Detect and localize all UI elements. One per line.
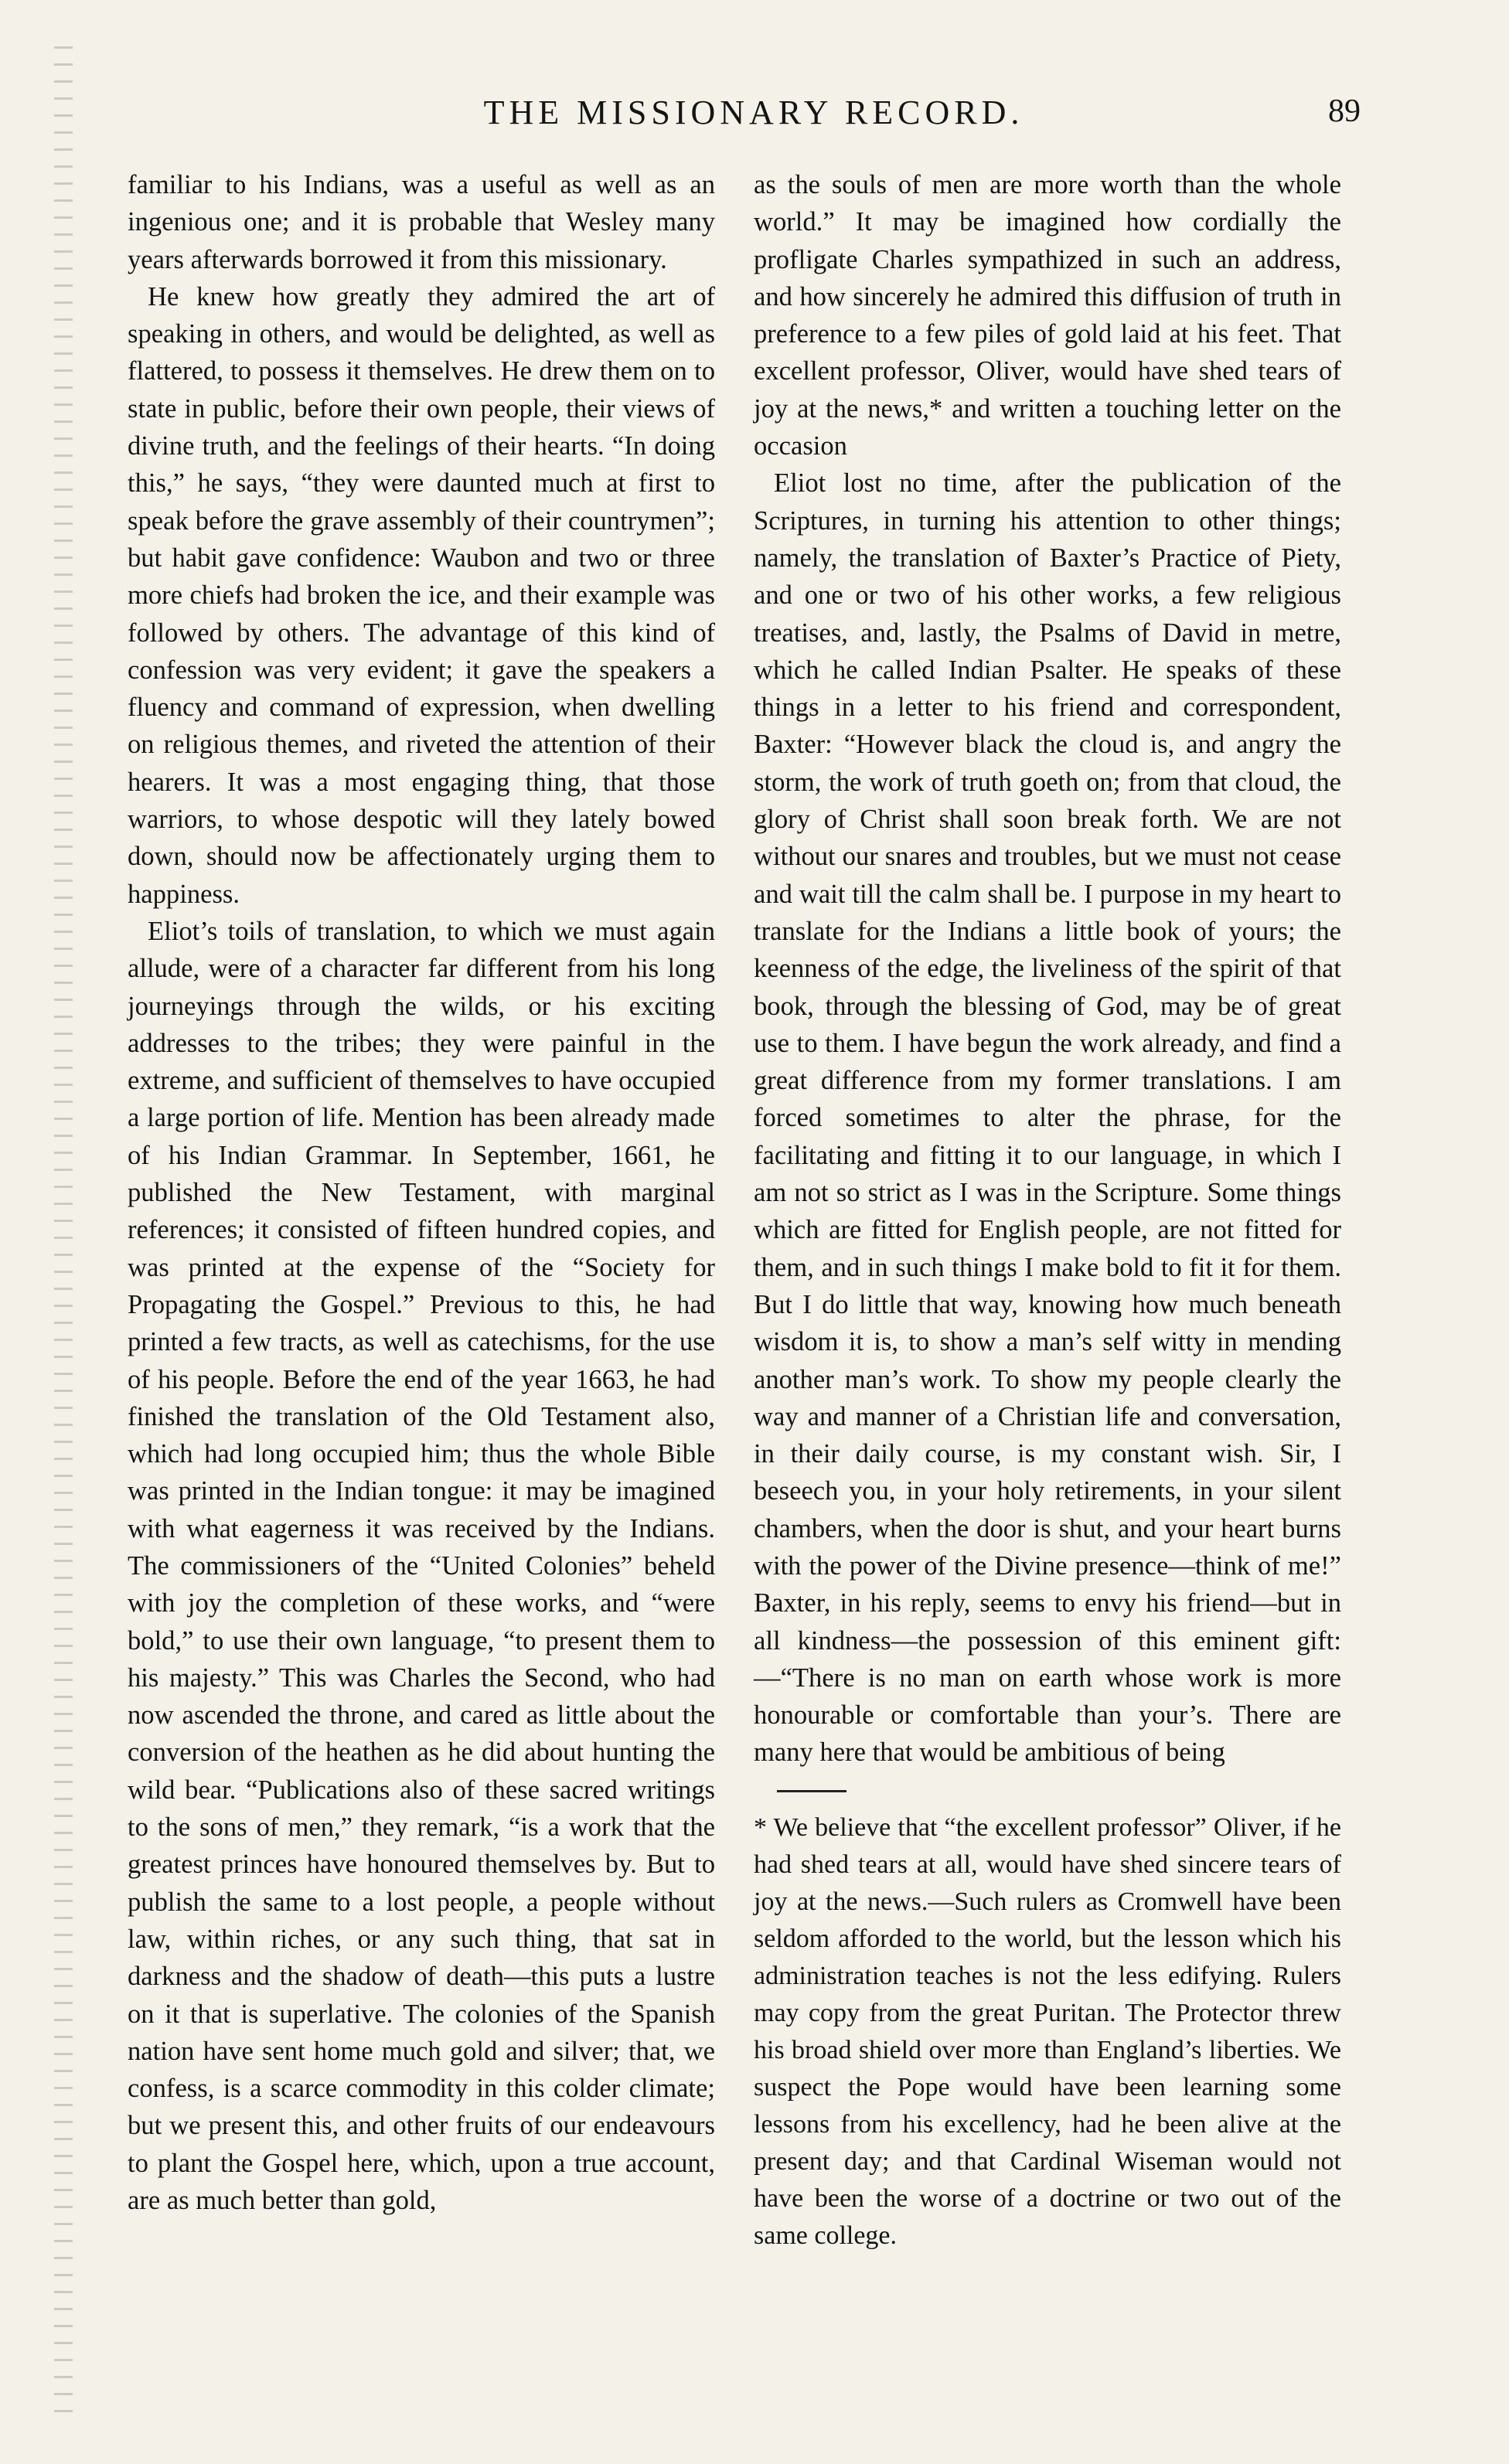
page-header xyxy=(147,93,1361,147)
paragraph: Eliot’s toils of translation, to which we must again allude, were of a character far different from his long journeyings through the wilds, or his exciting addresses to the tribes; they were painful in the extreme, and sufficient of themselves to have occupied a large portion of life. Mention has been already made of his Indian Grammar. In September, 1661, he published the New Testament, with marginal references; it consisted of fifteen hundred copies, and was printed at the expense of the “Society for Propagating the Gospel.” Previous to this, he had printed a few tracts, as well as catechisms, for the use of his people. Before the end of the year 1663, he had finished the translation of the Old Testament also, which had long occupied him; thus the whole Bible was printed in the Indian tongue: it may be imagined with what eagerness it was received by the Indians. The commissioners of the “United Colonies” beheld with joy the completion of these works, and “were bold,” to use their own language, “to present them to his majesty.” This was Charles the Second, who had now ascended the throne, and cared as little about the conversion of the heathen as he did about hunting the wild bear. “Publications also of these sacred writings to the sons of men,” they remark, “is a work that the greatest princes have honoured themselves by. But to publish the same to a lost people, a people without law, within riches, or any such thing, that sat in darkness and the shadow of death—this puts a lustre on it that is superlative. The colonies of the Spanish nation have sent home much gold and silver; that, we confess, is a scarce commodity in this colder climate; but we present this, and other fruits of our endeavours to plant the Gospel here, which, upon a true account, are as much better than gold, xyxy=(128,916,715,2216)
paragraph: He knew how greatly they admired the art of speaking in others, and would be delighted, as well as flattered, to possess it themselves. He drew them on to state in public, before their own people, their views of divine truth, and the feelings of their hearts. “In doing this,” he says, “they were daunted much at first to speak before the grave assembly of their countrymen”; but habit gave confidence: Waubon and two or three more chiefs had broken the ice, and their example was followed by others. The advantage of this kind of confession was very evident; it gave the speakers a fluency and command of expression, when dwelling on religious themes, and riveted the attention of their hearers. It was a most engaging thing, that those warriors, to whose despotic will they lately bowed down, should now be affectionately urging them to happiness. xyxy=(128,281,715,909)
running-title: THE MISSIONARY RECORD. xyxy=(483,94,1024,131)
paragraph: Eliot lost no time, after the publication of the Scriptures, in turning his attention to other things; namely, the translation of Baxter’s Practice of Piety, and one or two of his other works, a few religious treatises, and, lastly, the Psalms of David in metre, which he called Indian Psalter. He speaks of these things in a letter to his friend and correspondent, Baxter: “However black the cloud is, and angry the storm, the work of truth goeth on; from that cloud, the glory of Christ shall soon break forth. We are not without our snares and troubles, but we must not cease and wait till the calm shall be. I purpose in my heart to translate for the Indians a little book of yours; the keenness of the edge, the liveliness of the spirit of that book, through the blessing of God, may be of great use to them. I have begun the work already, and find a great difference from my former translations. I am forced sometimes to alter the phrase, for the facilitating and fitting it to our language, in which I am not so strict as I was in the Scripture. Some things which are fitted for English people, are not fitted for them, and in such things I make bold to fit it for them. But I do little that way, knowing how much beneath wisdom it is, to show a man’s self witty in mending another man’s work. To show my people clearly the way and manner of a Christian life and conversation, in their daily course, is my constant wish. Sir, I beseech you, in your holy retirements, in your silent chambers, when the door is shut, and your heart burns with the power of the Divine presence—think of me!” Baxter, in his reply, seems to envy his friend—but in all kindness—the possession of this eminent gift:—“There is no man on earth whose work is more honourable or comfortable than your’s. There are many here that would be ambitious of being xyxy=(754,468,1341,1768)
footnote-rule xyxy=(777,1790,846,1792)
paragraph: familiar to his Indians, was a useful as well as an ingenious one; and it is probable that Wesley many years afterwards borrowed it from this missionary. xyxy=(128,170,715,274)
binding-edge-marks xyxy=(54,46,73,2427)
footnote: * We believe that “the excellent professor” Oliver, if he had shed tears at all, would have shed sincere tears of joy at the news.—Such rulers as Cromwell have been seldom afforded to the world, but the lesson which his administration teaches is not the less edifying. Rulers may copy from the great Puritan. The Protector threw his broad shield over more than England’s liberties. We suspect the Pope would have been learning some lessons from his excellency, had he been alive at the present day; and that Cardinal Wiseman would not have been the worse of a doctrine or two out of the same college. xyxy=(754,1812,1341,2250)
right-column xyxy=(754,166,1341,2255)
left-column xyxy=(128,166,715,2219)
paragraph: as the souls of men are more worth than the whole world.” It may be imagined how cordially the profligate Charles sympathized in such an address, and how sincerely he admired this diffusion of truth in preference to a few piles of gold laid at his feet. That excellent professor, Oliver, would have shed tears of joy at the news,* and written a touching letter on the occasion xyxy=(754,170,1341,461)
page-number: 89 xyxy=(1328,94,1361,129)
